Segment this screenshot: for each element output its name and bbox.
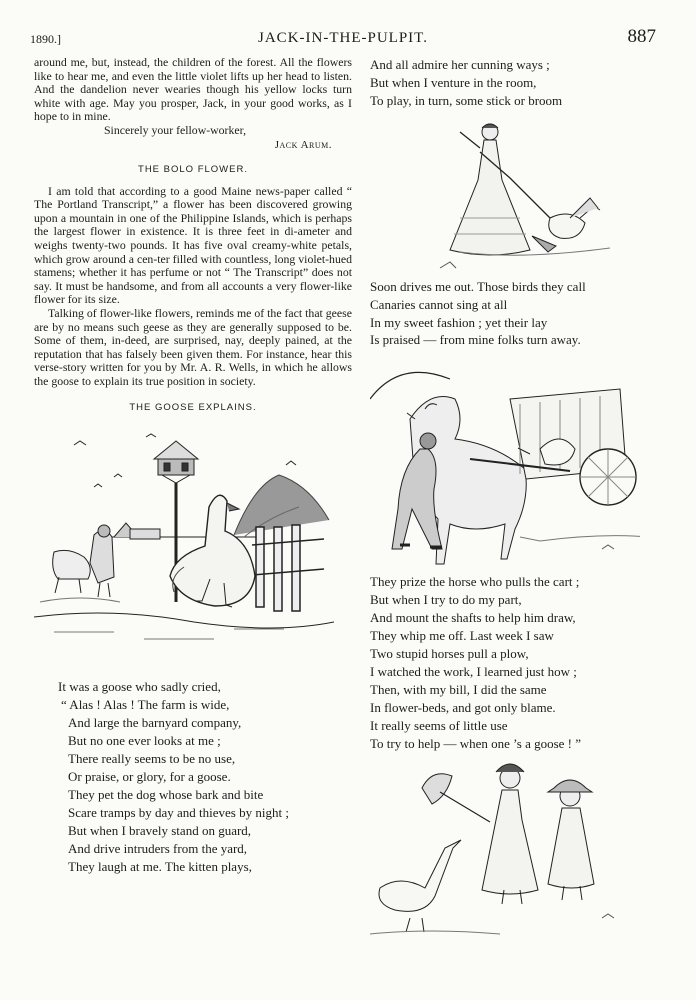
poem-left <box>58 678 352 875</box>
poem-line: Is praised — from mine folks turn away. <box>370 332 581 348</box>
left-column <box>34 56 352 875</box>
poem-line: Then, with my bill, I did the same <box>370 681 547 697</box>
poem-line: Canaries cannot sing at all <box>370 296 508 312</box>
poem-line: And mount the shafts to help him draw, <box>370 610 576 626</box>
poem-stanza-2 <box>370 278 670 350</box>
section-heading-bolo-flower: THE BOLO FLOWER. <box>138 163 248 175</box>
letter-signature: Jack Arum. <box>274 138 332 151</box>
horse-cart-drawing <box>370 359 640 569</box>
running-title: JACK-IN-THE-PULPIT. <box>258 30 428 46</box>
poem-line: And all admire her cunning ways ; <box>370 57 550 72</box>
poem-line: They prize the horse who pulls the cart ; <box>370 574 580 590</box>
poem-line: But when I venture in the room, <box>370 74 537 90</box>
section-heading-goose-explains: THE GOOSE EXPLAINS. <box>129 402 257 414</box>
goose-farmyard-drawing <box>34 417 334 662</box>
bolo-paragraph-1: I am told that according to a good Maine news-paper called “ The Portland Transcript,” a flower has been discovered growing upon a mountain in one of the Philippine Islands, which is perhaps the largest flower in existence. It is three feet in di-ameter and weighs twenty-two pounds. It has five oval creamy-white petals, which grow around a cen-ter filled with countless, long violet-hued stamens; whether it has perfume or not “ The Transcript” does not say. It must be handsome, and from all accounts a very flower-like flower for its size. <box>34 183 352 307</box>
poem-line: And drive intruders from the yard, <box>68 840 248 856</box>
poem-stanza-1 <box>370 56 670 110</box>
illustration-goose-farmyard <box>34 417 352 662</box>
page-number: 887 <box>627 26 656 47</box>
woman-broom-drawing <box>420 118 620 274</box>
girls-parasol-drawing <box>370 758 640 942</box>
poem-line: Two stupid horses pull a plow, <box>370 645 529 661</box>
letter-closing: Sincerely your fellow-worker, <box>104 122 247 137</box>
illustration-girls-parasol-goose <box>370 758 670 942</box>
poem-line: Soon drives me out. Those birds they call <box>370 278 586 294</box>
poem-stanza-3 <box>370 573 670 752</box>
poem-line: There really seems to be no use, <box>68 751 236 767</box>
poem-line: They laugh at me. The kitten plays, <box>68 858 252 874</box>
poem-line: It was a goose who sadly cried, <box>58 679 221 695</box>
poem-line: “ Alas ! Alas ! The farm is wide, <box>61 697 230 713</box>
bolo-paragraph-2: Talking of flower-like flowers, reminds me of the fact that geese are by no means such geese as they are generally supposed to be. Some of them, in-deed, are surprised, nay, deeply pained, at the reputation that has falsely been given them. For instance, hear this verse-story written for you by Mr. A. R. Wells, in which he allows the goose to explain its true position in society. <box>34 305 352 388</box>
poem-line: But when I try to do my part, <box>370 592 522 608</box>
poem-line: It really seems of little use <box>370 717 508 733</box>
poem-line: To play, in turn, some stick or broom <box>370 92 563 108</box>
illustration-woman-with-broom <box>420 118 670 274</box>
header-year: 1890.] <box>30 32 61 46</box>
poem-line: In my sweet fashion ; yet their lay <box>370 314 548 330</box>
poem-line: In flower-beds, and got only blame. <box>370 699 556 715</box>
illustration-horse-and-cart <box>370 359 670 569</box>
page-header <box>30 26 656 52</box>
poem-line: But no one ever looks at me ; <box>68 733 221 749</box>
right-column <box>370 56 670 942</box>
poem-line: But when I bravely stand on guard, <box>68 822 252 838</box>
poem-line: And large the barnyard company, <box>68 715 242 731</box>
letter-paragraph: around me, but, instead, the children of the forest. All the flowers like to hear me, and even the little violet lifts up her head to listen. And the dandelion never wearies though his yellow locks turn white with age. May you prosper, Jack, in your good works, as I hope to in mine. <box>34 55 352 124</box>
poem-line: To try to help — when one ’s a goose ! ” <box>370 735 582 751</box>
poem-line: I watched the work, I learned just how ; <box>370 663 577 679</box>
poem-line: Or praise, or glory, for a goose. <box>68 769 231 784</box>
poem-line: They whip me off. Last week I saw <box>370 628 554 644</box>
poem-line: They pet the dog whose bark and bite <box>68 786 264 802</box>
poem-line: Scare tramps by day and thieves by night ; <box>68 804 289 820</box>
